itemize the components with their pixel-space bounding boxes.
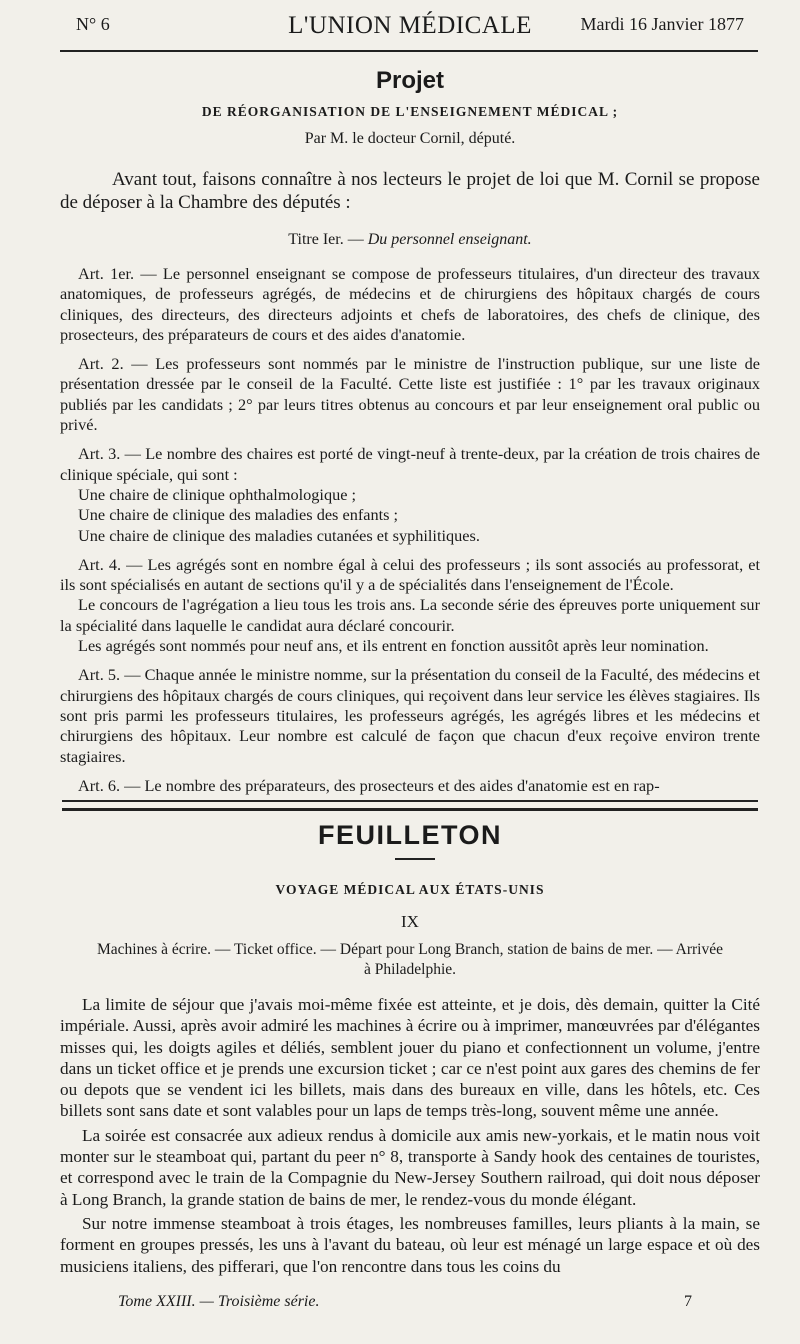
article-4-nomination: Les agrégés sont nommés pour neuf ans, et ils entrent en fonction aussitôt après leur nomination. — [78, 636, 709, 656]
page-footer — [118, 1293, 692, 1315]
feuilleton-paragraph-1: La limite de séjour que j'avais moi-même fixée est atteinte, et je dois, dès demain, quitter la Cité impériale. Aussi, après avoir admiré les machines à écrire ou à imprimer, manœuvrées par d'élégantes misses qui, les doigts agiles et déliés, semblent jouer du piano et confectionnent un volume, j'entre dans un ticket office et je prends une excursion ticket ; car ce n'est point aux gares des chemins de fer ou depots que se vendent ici les billets, mais dans des bureaux en ville, dans les hôtels, etc. Ces billets sont sans date et sont valables pour un laps de temps très-long, souvent même une année. — [60, 995, 760, 1121]
article-3: Art. 3. — Le nombre des chaires est porté de vingt-neuf à trente-deux, par la création de trois chaires de clinique spéciale, qui sont : — [60, 444, 760, 484]
feuilleton-title: VOYAGE MÉDICAL AUX ÉTATS-UNIS — [275, 882, 545, 897]
chapter-summary — [60, 940, 760, 980]
masthead — [76, 12, 744, 42]
article-6: Art. 6. — Le nombre des préparateurs, des prosecteurs et des aides d'anatomie est en rap- — [78, 775, 660, 795]
titre-heading — [60, 230, 760, 250]
projet-section — [60, 66, 760, 796]
page-number: 7 — [684, 1293, 692, 1310]
feuilleton-paragraph-2: La soirée est consacrée aux adieux rendus à domicile aux amis new-yorkais, et le matin nous voit monter sur le steamboat qui, partant du peer n° 8, transporte à Sandy hook des centaines de touristes, et correspond avec le train de la Compagnie du New-Jersey Southern railroad, qui doit nous déposer à Long Branch, la grande station de bains de mer, le rendez-vous du monde élégant. — [60, 1125, 760, 1209]
journal-title: L'UNION MÉDICALE — [288, 12, 532, 39]
chapter-number: IX — [401, 912, 419, 931]
projet-intro: Avant tout, faisons connaître à nos lecteurs le projet de loi que M. Cornil se propose de déposer à la Chambre des députés : — [60, 169, 760, 213]
header-rule — [60, 50, 758, 52]
feuilleton-body — [60, 994, 760, 1280]
projet-title: Projet — [375, 67, 444, 94]
titre-label: Titre Ier. — — [288, 231, 364, 248]
feuilleton-paragraph-3: Sur notre immense steamboat à trois étages, les nombreuses familles, leurs pliants à la main, se forment en groupes pressés, les uns à l'avant du bateau, où leur est ménagé un large espace et où des musiciens italiens, des pifferari, que l'on rencontre dans tous les coins du — [60, 1213, 760, 1276]
article-2: Art. 2. — Les professeurs sont nommés par le ministre de l'instruction publique, sur une liste de présentation dressée par le conseil de la Faculté. Cette liste est justifiée : 1° par les travaux originaux publiés par les candidats ; 2° par leurs titres obtenus au concours et par leur enseignement oral public ou privé. — [60, 354, 760, 435]
chaire-1: Une chaire de clinique ophthalmologique ; — [78, 484, 357, 504]
summary-line-2: à Philadelphie. — [363, 961, 457, 978]
titre-text: Du personnel enseignant. — [367, 231, 532, 248]
issue-date: Mardi 16 Janvier 1877 — [580, 14, 744, 34]
feuilleton-rule — [395, 858, 435, 860]
section-divider — [62, 800, 758, 811]
summary-line-1: Machines à écrire. — Ticket office. — Départ pour Long Branch, station de bains de mer. — Arrivée — [97, 941, 723, 958]
chaire-3: Une chaire de clinique des maladies cutanées et syphilitiques. — [78, 525, 480, 545]
feuilleton-heading: FEUILLETON — [317, 820, 502, 850]
tome-series: Tome XXIII. — Troisième série. — [118, 1293, 320, 1310]
articles — [60, 264, 760, 796]
projet-subtitle: DE RÉORGANISATION DE L'ENSEIGNEMENT MÉDICAL ; — [201, 104, 619, 119]
article-1: Art. 1er. — Le personnel enseignant se compose de professeurs titulaires, d'un directeur des travaux anatomiques, de professeurs agrégés, de médecins et de chirurgiens des hôpitaux chargés de cours cliniques, des directeurs, des directeurs adjoints et chefs de laboratoires, des chefs de clinique, des prosecteurs, des préparateurs de cours et des aides d'anatomie. — [60, 264, 760, 344]
article-4: Art. 4. — Les agrégés sont en nombre égal à celui des professeurs ; ils sont associés au professorat, et ils sont spécialisés en autant de sections qu'il y a de spécialités dans l'enseignement de l'École. — [60, 554, 760, 595]
chaire-2: Une chaire de clinique des maladies des enfants ; — [78, 505, 399, 525]
article-4-agregation: Le concours de l'agrégation a lieu tous les trois ans. La seconde série des épreuves porte uniquement sur la spécialité dans laquelle le candidat aura déclaré concourir. — [60, 595, 760, 635]
projet-author: Par M. le docteur Cornil, député. — [304, 130, 516, 147]
issue-number: N° 6 — [76, 14, 110, 34]
article-5: Art. 5. — Chaque année le ministre nomme, sur la présentation du conseil de la Faculté, des médecins et chirurgiens des hôpitaux chargés de cours cliniques, qui reçoivent dans leur service les élèves stagiaires. Ils sont pris parmi les professeurs titulaires, les professeurs agrégés, les agrégés libres et les médecins et chirurgiens des hôpitaux. Leur nombre est calculé de façon que chacun d'eux reçoive environ trente stagiaires. — [60, 665, 760, 766]
